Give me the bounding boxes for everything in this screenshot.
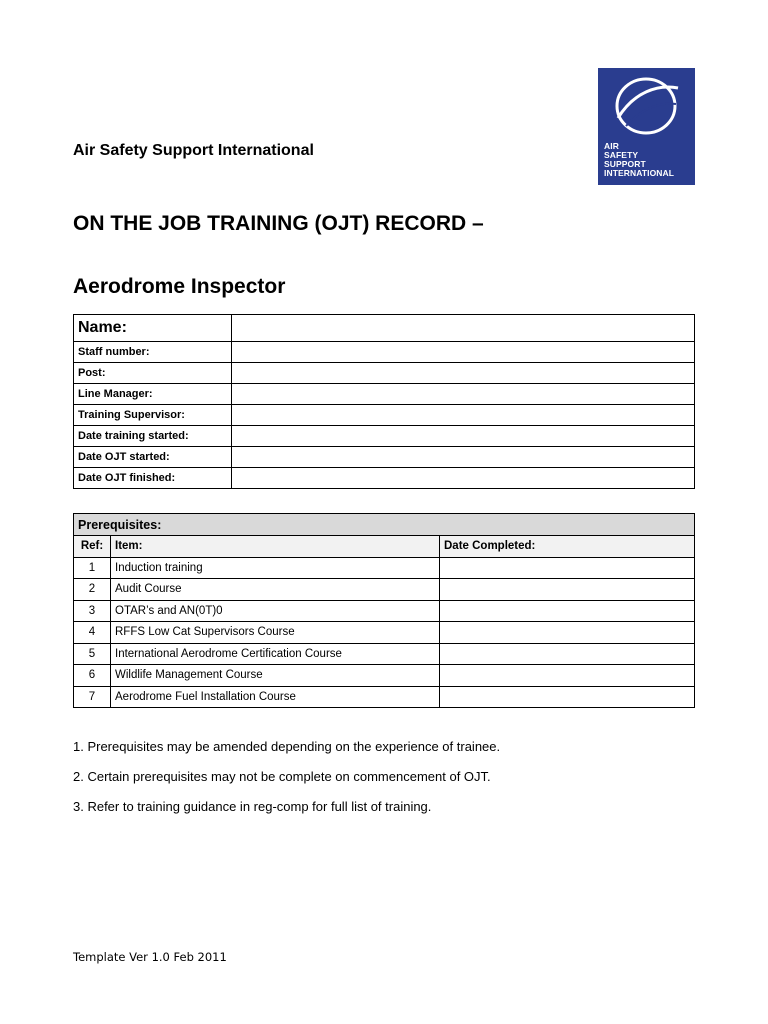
prerequisites-table	[73, 513, 695, 708]
ref-cell: 1	[74, 557, 111, 579]
table-row	[74, 363, 695, 384]
column-header-date: Date Completed:	[440, 536, 695, 558]
item-cell: International Aerodrome Certification Course	[111, 643, 440, 665]
training-supervisor-field[interactable]	[232, 405, 695, 426]
prerequisites-heading: Prerequisites:	[74, 514, 695, 536]
ref-cell: 5	[74, 643, 111, 665]
table-header-row	[74, 514, 695, 536]
ref-cell: 3	[74, 600, 111, 622]
logo-line: INTERNATIONAL	[604, 168, 675, 178]
item-cell: Induction training	[111, 557, 440, 579]
table-row	[74, 579, 695, 601]
post-field[interactable]	[232, 363, 695, 384]
item-cell: Audit Course	[111, 579, 440, 601]
date-completed-field[interactable]	[440, 643, 695, 665]
table-row	[74, 600, 695, 622]
note-item: 3. Refer to training guidance in reg-comp for full list of training.	[73, 799, 432, 814]
date-completed-field[interactable]	[440, 665, 695, 687]
ref-cell: 7	[74, 686, 111, 708]
table-row	[74, 622, 695, 644]
item-cell: Wildlife Management Course	[111, 665, 440, 687]
column-header-row	[74, 536, 695, 558]
table-row	[74, 643, 695, 665]
staff-number-field[interactable]	[232, 342, 695, 363]
date-completed-field[interactable]	[440, 557, 695, 579]
date-training-started-field[interactable]	[232, 426, 695, 447]
date-completed-field[interactable]	[440, 686, 695, 708]
ref-cell: 6	[74, 665, 111, 687]
ref-cell: 2	[74, 579, 111, 601]
item-cell: OTAR’s and AN(0T)0	[111, 600, 440, 622]
table-row	[74, 447, 695, 468]
line-manager-label: Line Manager:	[74, 384, 232, 405]
table-row	[74, 426, 695, 447]
name-field[interactable]	[232, 315, 695, 342]
table-row	[74, 686, 695, 708]
notes-list	[73, 739, 500, 829]
date-ojt-started-label: Date OJT started:	[74, 447, 232, 468]
table-row	[74, 342, 695, 363]
date-ojt-finished-field[interactable]	[232, 468, 695, 489]
name-label: Name:	[74, 315, 232, 342]
item-cell: RFFS Low Cat Supervisors Course	[111, 622, 440, 644]
logo-line: SUPPORT	[604, 159, 646, 169]
swoosh-ring-logo-icon	[612, 74, 680, 138]
line-manager-field[interactable]	[232, 384, 695, 405]
date-completed-field[interactable]	[440, 600, 695, 622]
table-row	[74, 315, 695, 342]
note-item: 2. Certain prerequisites may not be complete on commencement of OJT.	[73, 769, 491, 784]
table-row	[74, 557, 695, 579]
staff-number-label: Staff number:	[74, 342, 232, 363]
org-name: Air Safety Support International	[73, 142, 314, 159]
column-header-item: Item:	[111, 536, 440, 558]
table-row	[74, 665, 695, 687]
date-completed-field[interactable]	[440, 579, 695, 601]
post-label: Post:	[74, 363, 232, 384]
logo-text	[604, 142, 674, 178]
footer-template-version: Template Ver 1.0 Feb 2011	[73, 950, 227, 964]
asssi-logo	[598, 68, 695, 185]
trainee-info-table	[73, 314, 695, 489]
column-header-ref: Ref:	[74, 536, 111, 558]
table-row	[74, 468, 695, 489]
date-training-started-label: Date training started:	[74, 426, 232, 447]
logo-line: AIR	[604, 141, 619, 151]
document-subtitle: Aerodrome Inspector	[73, 275, 286, 298]
training-supervisor-label: Training Supervisor:	[74, 405, 232, 426]
date-ojt-finished-label: Date OJT finished:	[74, 468, 232, 489]
date-completed-field[interactable]	[440, 622, 695, 644]
date-ojt-started-field[interactable]	[232, 447, 695, 468]
table-row	[74, 405, 695, 426]
table-row	[74, 384, 695, 405]
item-cell: Aerodrome Fuel Installation Course	[111, 686, 440, 708]
ref-cell: 4	[74, 622, 111, 644]
document-title: ON THE JOB TRAINING (OJT) RECORD –	[73, 212, 484, 235]
logo-line: SAFETY	[604, 150, 639, 160]
note-item: 1. Prerequisites may be amended depending on the experience of trainee.	[73, 739, 501, 754]
